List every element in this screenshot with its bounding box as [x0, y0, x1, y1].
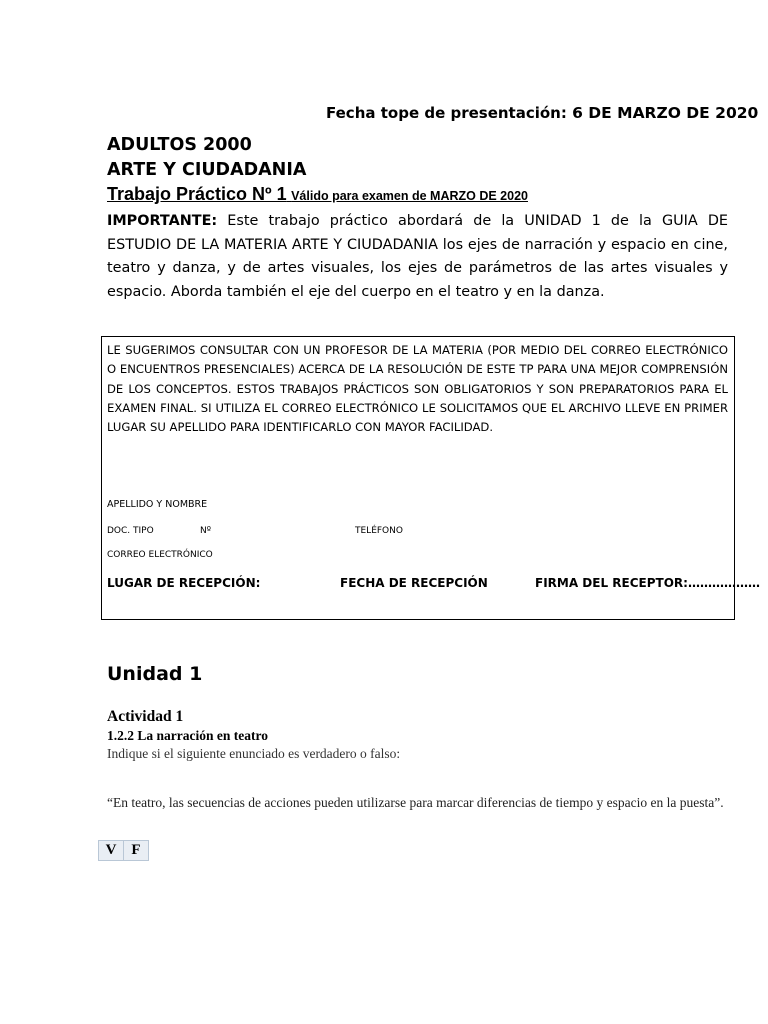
option-true-cell[interactable]: V — [99, 841, 124, 861]
field-apellido-nombre: APELLIDO Y NOMBRE — [107, 499, 208, 510]
due-date-label: Fecha tope de presentación: — [326, 104, 567, 122]
unit-heading: Unidad 1 — [107, 663, 203, 685]
submission-notice: LE SUGERIMOS CONSULTAR CON UN PROFESOR DE LA MATERIA (POR MEDIO DEL CORREO ELECTRÓNICO O ENCUENTROS PRESENCIALES) ACERCA DE LA RESOLUCIÓN DE ESTE TP PARA UNA MEJOR COMPRENSIÓN DE LOS CONCEPTOS. ESTOS TRABAJOS PRÁCTICOS SON OBLIGATORIOS Y SON PREPARATORIOS PARA EL EXAMEN FINAL. SI UTILIZA EL CORREO ELECTRÓNICO LE SOLICITAMOS QUE EL ARCHIVO LLEVE EN PRIMER LUGAR SU APELLIDO PARA IDENTIFICARLO CON MAYOR FACILIDAD. — [107, 343, 728, 435]
instruction-text: Indique si el siguiente enunciado es verdadero o falso: — [107, 746, 401, 761]
due-date-value: 6 DE MARZO DE 2020 — [572, 104, 759, 122]
option-false-cell[interactable]: F — [124, 841, 149, 861]
important-text: Este trabajo práctico abordará de la UNIDAD 1 de la GUIA DE ESTUDIO DE LA MATERIA ARTE Y CIUDADANIA los ejes de narración y espacio en cine, teatro y danza, y de artes visuales, los ejes de parámetros de las artes visuales y espacio. Aborda también el eje del cuerpo en el teatro y en la danza. — [107, 213, 729, 300]
assignment-name: Trabajo Práctico Nº 1 — [107, 184, 287, 204]
subject-title: ARTE Y CIUDADANIA — [107, 160, 307, 180]
field-numero: Nº — [200, 526, 211, 536]
assignment-validity: Válido para examen de MARZO DE 2020 — [291, 189, 528, 203]
subsection-heading: 1.2.2 La narración en teatro — [107, 728, 268, 743]
field-correo: CORREO ELECTRÓNICO — [107, 550, 213, 560]
field-fecha-recepcion: FECHA DE RECEPCIÓN — [340, 576, 488, 590]
statement-quote: “En teatro, las secuencias de acciones pueden utilizarse para marcar diferencias de tiempo y espacio en la puesta”. — [107, 795, 724, 810]
activity-heading: Actividad 1 — [107, 708, 184, 725]
field-lugar-recepcion: LUGAR DE RECEPCIÓN: — [107, 576, 261, 590]
due-date-line — [326, 104, 758, 122]
program-title: ADULTOS 2000 — [107, 135, 252, 155]
field-doc-tipo: DOC. TIPO — [107, 526, 154, 536]
important-label: IMPORTANTE: — [107, 213, 218, 229]
field-telefono: TELÉFONO — [355, 526, 403, 536]
true-false-table — [98, 840, 149, 861]
important-paragraph — [107, 210, 728, 304]
assignment-title — [107, 184, 528, 205]
field-firma-receptor: FIRMA DEL RECEPTOR:……………… — [535, 576, 760, 590]
